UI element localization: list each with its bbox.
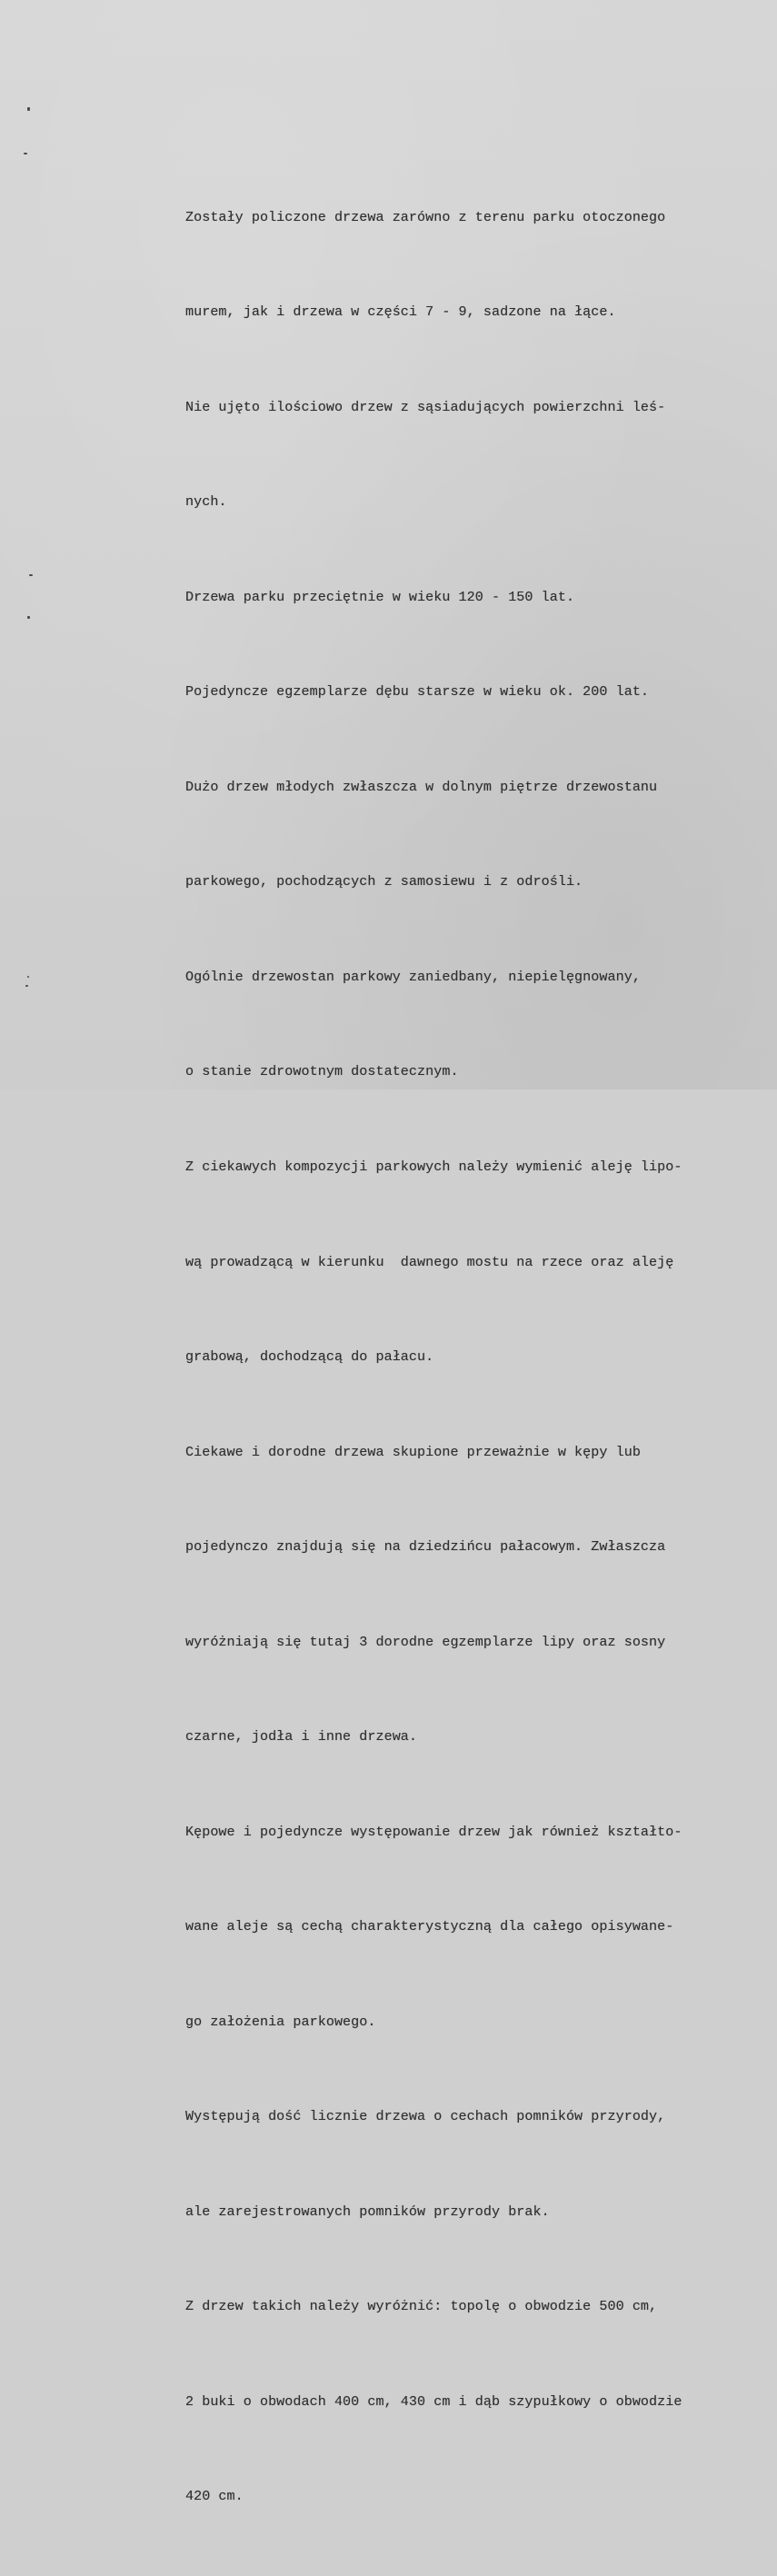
- text-line: czarne, jodła i inne drzewa.: [185, 1728, 418, 1746]
- margin-mark: [27, 976, 29, 978]
- text-line: Z ciekawych kompozycji parkowych należy wymienić aleję lipo-: [185, 1159, 682, 1175]
- text-line: pojedynczo znajdują się na dziedzińcu pałacowym. Zwłaszcza: [185, 1538, 666, 1556]
- text-line: 2 buki o obwodach 400 cm, 430 cm i dąb szypułkowy o obwodzie: [185, 2392, 682, 2410]
- text-line: 420 cm.: [185, 2488, 244, 2505]
- text-line: o stanie zdrowotnym dostatecznym.: [185, 1063, 459, 1080]
- text-line: parkowego, pochodzących z samosiewu i z odrośli.: [185, 873, 583, 890]
- margin-mark: [27, 616, 30, 619]
- margin-mark: [25, 985, 28, 987]
- margin-mark: [29, 574, 33, 576]
- text-line: nych.: [185, 493, 227, 511]
- text-line: ale zarejestrowanych pomników przyrody brak.: [185, 2203, 550, 2220]
- text-line: wą prowadzącą w kierunku dawnego mostu na rzece oraz aleję: [185, 1253, 674, 1270]
- text-line: Ogólnie drzewostan parkowy zaniedbany, niepielęgnowany,: [185, 968, 641, 985]
- typewritten-text: [185, 138, 774, 2576]
- text-line: Nie ujęto ilościowo drzew z sąsiadujących powierzchni leś-: [185, 398, 666, 415]
- text-line: Ciekawe i dorodne drzewa skupione przeważnie w kępy lub: [185, 1443, 641, 1460]
- margin-mark: [27, 107, 30, 111]
- text-line: Kępowe i pojedyncze występowanie drzew jak również kształto-: [185, 1823, 682, 1840]
- text-line: go założenia parkowego.: [185, 2013, 376, 2030]
- text-line: wyróżniają się tutaj 3 dorodne egzemplarze lipy oraz sosny: [185, 1633, 666, 1650]
- text-line: Występują dość licznie drzewa o cechach pomników przyrody,: [185, 2108, 666, 2125]
- text-line: Z drzew takich należy wyróżnić: topolę o obwodzie 500 cm,: [185, 2298, 658, 2315]
- text-line: murem, jak i drzewa w części 7 - 9, sadzone na łące.: [185, 303, 616, 321]
- text-line: wane aleje są cechą charakterystyczną dla całego opisywane-: [185, 1918, 674, 1935]
- text-line: Pojedyncze egzemplarze dębu starsze w wieku ok. 200 lat.: [185, 683, 650, 701]
- text-line: grabową, dochodzącą do pałacu.: [185, 1348, 434, 1366]
- text-line: Zostały policzone drzewa zarówno z terenu parku otoczonego: [185, 208, 666, 225]
- margin-mark: [24, 153, 27, 154]
- text-line: Dużo drzew młodych zwłaszcza w dolnym piętrze drzewostanu: [185, 778, 658, 795]
- text-line: Drzewa parku przeciętnie w wieku 120 - 150 lat.: [185, 588, 575, 605]
